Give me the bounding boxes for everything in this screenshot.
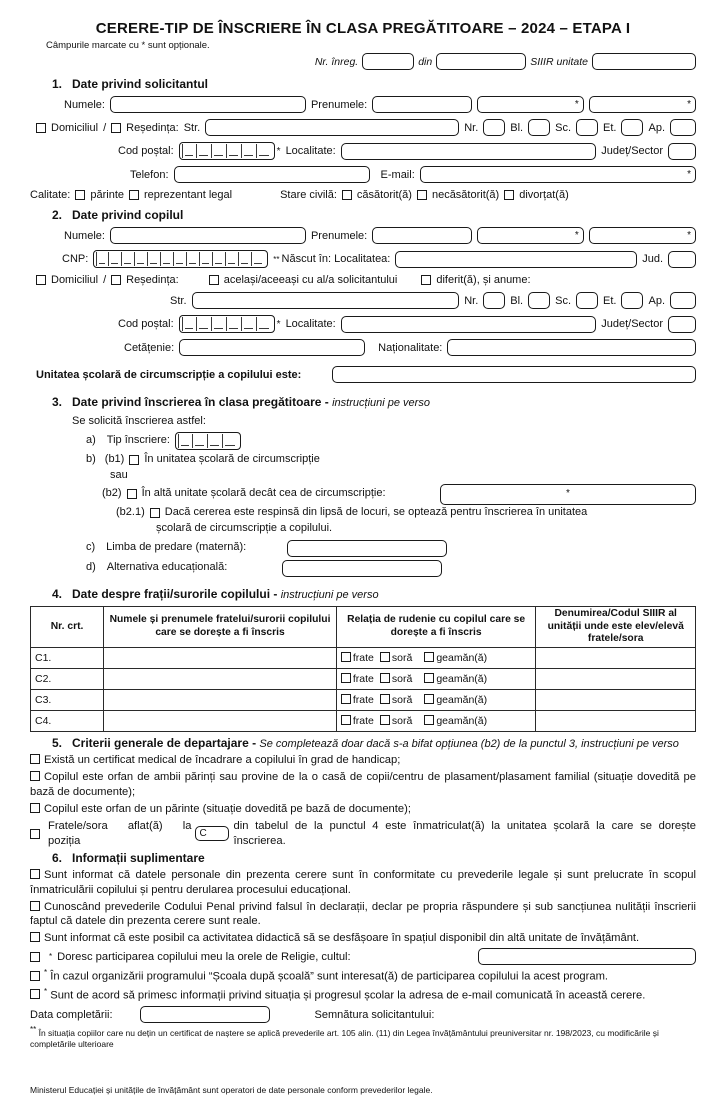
criteria-item: Există un certificat medical de încadrare a copilului în grad de handicap;: [30, 753, 696, 768]
applicant-postal-code-input[interactable]: [179, 142, 275, 160]
frate-checkbox[interactable]: [341, 673, 351, 683]
different-address-checkbox[interactable]: [421, 275, 431, 285]
resedinta-checkbox[interactable]: [111, 123, 121, 133]
nr-label: Nr.: [464, 294, 479, 307]
section6-heading: 6. Informații suplimentare: [52, 851, 205, 866]
applicant-email-input[interactable]: [420, 166, 696, 183]
section5-heading: 5. Criterii generale de departajare - Se completează doar dacă s-a bifat opțiunea (b2) de la punctul 3, instrucțiuni pe verso: [52, 736, 679, 751]
cnp-label: CNP:: [62, 253, 89, 265]
col-nr-crt: Nr. crt.: [31, 606, 104, 648]
section5-note: Se completează doar dacă s-a bifat opțiunea (b2) de la punctul 3, instrucțiuni pe verso: [259, 738, 679, 751]
frate-checkbox[interactable]: [341, 694, 351, 704]
child-cnp-input[interactable]: [93, 250, 268, 268]
row-child-street: [170, 292, 696, 309]
applicant-firstname2-input[interactable]: [477, 96, 584, 113]
acord-email-checkbox[interactable]: [30, 989, 40, 999]
optional-fields-note: Câmpurile marcate cu * sunt opționale.: [46, 40, 210, 51]
sibling-name-cell[interactable]: [104, 711, 337, 732]
ap-label: Ap.: [648, 121, 665, 134]
district-school-input[interactable]: [332, 366, 696, 383]
slash: /: [103, 121, 107, 134]
child-city-input[interactable]: [341, 316, 597, 333]
row-applicant-contact: [130, 166, 696, 183]
child-firstname3-input[interactable]: [589, 227, 696, 244]
row-child-address-type: [36, 274, 696, 286]
limba-predare-label: Limba de predare (maternă):: [106, 541, 247, 554]
geaman-checkbox[interactable]: [424, 715, 434, 725]
double-star-marker: **: [30, 1025, 37, 1035]
optional-star: *: [574, 230, 579, 241]
s3-row-a: [86, 432, 696, 450]
necasatorit-label: necăsătorit(ă): [431, 189, 500, 201]
different-address-label: diferit(ă), și anume:: [436, 274, 531, 286]
criteria-item: Copilul este orfan de ambii părinți sau provine de la o casă de copii/centru de plasament/plasament familial (situație dovedită pe bază de documente);: [30, 771, 696, 798]
double-star-marker: **: [273, 254, 280, 264]
frate-checkbox[interactable]: [341, 715, 351, 725]
localitate-label: Localitate:: [285, 145, 336, 157]
table-row: [31, 648, 696, 669]
geaman-checkbox[interactable]: [424, 673, 434, 683]
optional-star: *: [49, 951, 53, 961]
domiciliul-label: Domiciliul: [51, 274, 99, 286]
siblings-header-row: [31, 606, 696, 648]
s3-row-b21: [116, 505, 696, 521]
applicant-firstname3-input[interactable]: [589, 96, 696, 113]
nascut-in-label: Născut în: Localitatea:: [281, 253, 391, 265]
b1-text: În unitatea școlară de circumscripție: [144, 452, 320, 465]
orfan-ambii-checkbox[interactable]: [30, 771, 40, 781]
optional-star: *: [687, 169, 691, 180]
row-child-name: [64, 227, 696, 244]
same-address-checkbox[interactable]: [209, 275, 219, 285]
divortat-checkbox[interactable]: [504, 190, 514, 200]
casatorit-label: căsătorit(ă): [356, 189, 412, 201]
section4-note: instrucțiuni pe verso: [280, 588, 379, 601]
resedinta-label: Reședința:: [126, 121, 179, 134]
numele-label: Numele:: [64, 229, 105, 242]
applicant-street-input[interactable]: [205, 119, 459, 136]
row-signature: [30, 1006, 696, 1023]
section3-note: instrucțiuni pe verso: [332, 397, 430, 409]
child-postal-code-input[interactable]: [179, 315, 275, 333]
optional-star: *: [687, 230, 691, 241]
data-completarii-label: Data completării:: [30, 1008, 113, 1021]
info-item: Sunt informat că datele personale din prezenta cerere sunt în conformitate cu prevederile legale și sunt prelucrate în scopul înmatriculării copilului și pentru derularea procesului educațional.: [30, 869, 696, 896]
alternativa-input[interactable]: [282, 560, 442, 577]
cod-postal-label: Cod poștal:: [118, 318, 174, 330]
optional-star: *: [687, 99, 691, 110]
strada-label: Str.: [170, 294, 187, 307]
frate-pozitie-checkbox[interactable]: [30, 829, 40, 839]
registration-row: [30, 53, 696, 70]
optional-star: *: [566, 488, 570, 500]
domiciliul-label: Domiciliul: [51, 121, 99, 134]
applicant-ap-input[interactable]: [670, 119, 696, 136]
applicant-city-input[interactable]: [341, 143, 597, 160]
judet-label: Județ/Sector: [601, 318, 663, 330]
slash: /: [103, 274, 107, 286]
optional-star: *: [276, 318, 281, 330]
applicant-firstname1-input[interactable]: [372, 96, 471, 113]
sora-checkbox[interactable]: [380, 715, 390, 725]
siiir-cell[interactable]: [536, 711, 696, 732]
table-row: [31, 690, 696, 711]
child-firstname1-input[interactable]: [372, 227, 471, 244]
info-item: Sunt informat că este posibil ca activitatea didactică să se desfășoare în spațiul disponibil din altă unitate de învățământ.: [30, 931, 696, 946]
geaman-checkbox[interactable]: [424, 652, 434, 662]
relation-cell: frate soră geamăn(ă): [336, 669, 536, 690]
applicant-etaj-input[interactable]: [621, 119, 643, 136]
reprezentant-label: reprezentant legal: [144, 189, 233, 201]
telefon-label: Telefon:: [130, 168, 169, 181]
criteria-item: Copilul este orfan de un părinte (situație dovedită pe bază de documente);: [30, 802, 696, 817]
siblings-table: [30, 606, 696, 733]
et-label: Et.: [603, 121, 617, 134]
citizenship-input[interactable]: [179, 339, 365, 356]
domiciliul-checkbox[interactable]: [36, 123, 46, 133]
siiir-cell[interactable]: [536, 669, 696, 690]
s3-row-b2: [102, 484, 696, 505]
semnatura-label: Semnătura solicitantului:: [314, 1008, 435, 1021]
table-row: [31, 669, 696, 690]
sc-label: Sc.: [555, 294, 572, 307]
sibling-name-cell[interactable]: [104, 648, 337, 669]
limba-predare-input[interactable]: [287, 540, 447, 557]
scoala-dupa-scoala-checkbox[interactable]: [30, 971, 40, 981]
district-school-label: Unitatea școlară de circumscripție a copilului este:: [36, 368, 302, 381]
religie-cult-input[interactable]: [478, 948, 696, 965]
b-label: b): [86, 452, 96, 465]
stare-civila-label: Stare civilă:: [280, 189, 337, 201]
child-scara-input[interactable]: [576, 292, 598, 309]
cetatenie-label: Cetățenie:: [124, 341, 175, 354]
judet-label: Județ/Sector: [601, 145, 663, 157]
parinte-label: părinte: [90, 189, 124, 201]
sibling-name-cell[interactable]: [104, 669, 337, 690]
date-input[interactable]: [140, 1006, 270, 1023]
et-label: Et.: [603, 294, 617, 307]
tip-inscriere-label: Tip înscriere:: [106, 433, 170, 446]
child-firstname2-input[interactable]: [477, 227, 584, 244]
siiir-unitate-label: SIIIR unitate: [530, 55, 588, 68]
frate-checkbox[interactable]: [341, 652, 351, 662]
siiir-unitate-input[interactable]: [592, 53, 696, 70]
child-street-nr-input[interactable]: [483, 292, 505, 309]
sibling-position-input[interactable]: C: [195, 826, 229, 841]
child-ap-input[interactable]: [670, 292, 696, 309]
bl-label: Bl.: [510, 121, 524, 134]
applicant-bloc-input[interactable]: [528, 119, 550, 136]
prenumele-label: Prenumele:: [310, 229, 368, 242]
sora-checkbox[interactable]: [380, 694, 390, 704]
bl-label: Bl.: [510, 294, 524, 307]
orfan-un-parinte-checkbox[interactable]: [30, 803, 40, 813]
relation-cell: frate soră geamăn(ă): [336, 690, 536, 711]
nr-inreg-label: Nr. înreg.: [314, 55, 359, 68]
optional-star: *: [44, 986, 48, 996]
info-item: Cunoscând prevederile Codului Penal privind falsul în declarații, declar pe propria răspundere și sub sancțiunea nulității înscrierii faptul că datele din prezenta cerere sunt reale.: [30, 900, 696, 928]
section2-heading: 2. Date privind copilul: [52, 208, 184, 222]
applicant-county-input[interactable]: [668, 143, 696, 160]
s3-row-d: [86, 560, 696, 577]
nationalitate-label: Naționalitate:: [378, 341, 443, 354]
row-calitate-stare: [30, 189, 696, 201]
applicant-street-nr-input[interactable]: [483, 119, 505, 136]
optional-star: *: [574, 99, 579, 110]
row-child-cnp: [62, 250, 696, 268]
b1-label: (b1): [104, 452, 125, 465]
row-id: C4.: [31, 711, 104, 732]
row-child-citizenship: [124, 339, 696, 356]
applicant-phone-input[interactable]: [174, 166, 370, 183]
nr-inreg-input[interactable]: [362, 53, 414, 70]
cod-penal-checkbox[interactable]: [30, 901, 40, 911]
ap-label: Ap.: [648, 294, 665, 307]
birthplace-city-input[interactable]: [395, 251, 637, 268]
b2-checkbox[interactable]: [127, 489, 137, 499]
section3-heading: 3. Date privind înscrierea în clasa pregătitoare - instrucțiuni pe verso: [52, 395, 430, 409]
din-date-input[interactable]: [436, 53, 526, 70]
email-label: E-mail:: [380, 168, 415, 181]
s3-row-b1: [86, 452, 696, 468]
religie-checkbox[interactable]: [30, 952, 40, 962]
b2-school-input[interactable]: [440, 484, 696, 505]
row-child-postal: [118, 315, 696, 333]
info-item: * Sunt de acord să primesc informații privind situația și progresul școlar la adresa de e-mail comunicată în această cerere.: [30, 987, 696, 1003]
b21-label: (b2.1): [116, 505, 145, 518]
child-street-input[interactable]: [192, 292, 460, 309]
sau-label: sau: [110, 468, 128, 481]
row-id: C1.: [31, 648, 104, 669]
child-bloc-input[interactable]: [528, 292, 550, 309]
reprezentant-checkbox[interactable]: [129, 190, 139, 200]
resedinta-checkbox[interactable]: [111, 275, 121, 285]
col-siiir: Denumirea/Codul SIIIR al unității unde este elev/elevă fratele/sora: [536, 606, 696, 648]
b2-label: (b2): [102, 487, 122, 500]
strada-label: Str.: [183, 121, 201, 134]
jud-label: Jud.: [642, 253, 663, 265]
s3-row-c: [86, 540, 696, 557]
row-school-district: [36, 366, 696, 383]
tip-inscriere-input[interactable]: [175, 432, 241, 450]
cod-postal-label: Cod poștal:: [118, 145, 174, 157]
numele-label: Numele:: [64, 98, 105, 111]
b2-text: În altă unitate școlară decât cea de circumscripție:: [141, 487, 386, 500]
col-sibling-name: Numele și prenumele fratelui/surorii copilului care se dorește a fi înscris: [104, 606, 337, 648]
child-lastname-input[interactable]: [110, 227, 306, 244]
nr-label: Nr.: [464, 121, 479, 134]
casatorit-checkbox[interactable]: [342, 190, 352, 200]
sora-checkbox[interactable]: [380, 673, 390, 683]
b21-text: Dacă cererea este respinsă din lipsă de locuri, se optează pentru înscrierea în unitatea: [164, 505, 588, 518]
sora-checkbox[interactable]: [380, 652, 390, 662]
table-row: [31, 711, 696, 732]
optional-star: *: [276, 145, 281, 157]
row-id: C3.: [31, 690, 104, 711]
alternativa-label: Alternativa educațională:: [106, 561, 228, 574]
necasatorit-checkbox[interactable]: [417, 190, 427, 200]
handicap-checkbox[interactable]: [30, 754, 40, 764]
info-item: * În cazul organizării programului “Școala după școală” sunt interesat(ă) de participarea copilului la acest program.: [30, 968, 696, 984]
row-applicant-name: [64, 96, 696, 113]
parinte-checkbox[interactable]: [75, 190, 85, 200]
relation-cell: frate soră geamăn(ă): [336, 711, 536, 732]
footer-note: Ministerul Educației și unitățile de învățământ sunt operatori de date personale conform prevederilor legale.: [30, 1084, 433, 1095]
divortat-label: divorțat(ă): [519, 189, 569, 201]
gdpr-checkbox[interactable]: [30, 869, 40, 879]
section4-heading: 4. Date despre frații/surorile copilului - instrucțiuni pe verso: [52, 586, 379, 601]
a-label: a): [86, 433, 96, 446]
alta-unitate-checkbox[interactable]: [30, 932, 40, 942]
relation-cell: frate soră geamăn(ă): [336, 648, 536, 669]
row-applicant-postal: [118, 142, 696, 160]
row-applicant-address: [36, 119, 696, 136]
child-county-input[interactable]: [668, 316, 696, 333]
col-relation: Relația de rudenie cu copilul care se dorește a fi înscris: [336, 606, 536, 648]
resedinta-label: Reședința:: [126, 274, 179, 286]
applicant-lastname-input[interactable]: [110, 96, 306, 113]
domiciliul-checkbox[interactable]: [36, 275, 46, 285]
optional-star: *: [44, 967, 48, 977]
localitate-label: Localitate:: [285, 318, 336, 330]
sc-label: Sc.: [555, 121, 572, 134]
b21-checkbox[interactable]: [150, 508, 160, 518]
section3-body: [72, 414, 696, 577]
b21-text2: școlară de circumscripție a copilului.: [156, 521, 333, 534]
nationality-input[interactable]: [447, 339, 696, 356]
form-title: CERERE-TIP DE ÎNSCRIERE ÎN CLASA PREGĂTITOARE – 2024 – ETAPA I: [95, 20, 631, 37]
s3-intro: Se solicită înscrierea astfel:: [72, 415, 206, 427]
sibling-name-cell[interactable]: [104, 690, 337, 711]
row-id: C2.: [31, 669, 104, 690]
calitate-label: Calitate:: [30, 189, 71, 201]
criteria-item-sibling: Fratele/sora aflat(ă) la poziția C din tabelul de la punctul 4 este înmatriculat(ă) la unitatea școlară la care se dorește înscrierea.: [30, 819, 696, 848]
b1-checkbox[interactable]: [129, 455, 139, 465]
same-address-label: același/aceeași cu al/a solicitantului: [223, 274, 398, 286]
birthplace-county-input[interactable]: [668, 251, 696, 268]
siiir-cell[interactable]: [536, 648, 696, 669]
c-label: c): [86, 541, 96, 554]
info-item-religie: * Doresc participarea copilului meu la orele de Religie, cultul:: [30, 948, 696, 965]
child-etaj-input[interactable]: [621, 292, 643, 309]
d-label: d): [86, 561, 96, 574]
prenumele-label: Prenumele:: [310, 98, 368, 111]
din-label: din: [418, 55, 433, 68]
footnote: ** În situația copiilor care nu dețin un certificat de naștere se aplică prevederile art. 105 alin. (11) din Legea învățământului preuniversitar nr. 198/2023, cu modificările și completările ulterioare: [30, 1025, 659, 1050]
geaman-checkbox[interactable]: [424, 694, 434, 704]
applicant-scara-input[interactable]: [576, 119, 598, 136]
section1-heading: 1. Date privind solicitantul: [52, 77, 209, 91]
siiir-cell[interactable]: [536, 690, 696, 711]
